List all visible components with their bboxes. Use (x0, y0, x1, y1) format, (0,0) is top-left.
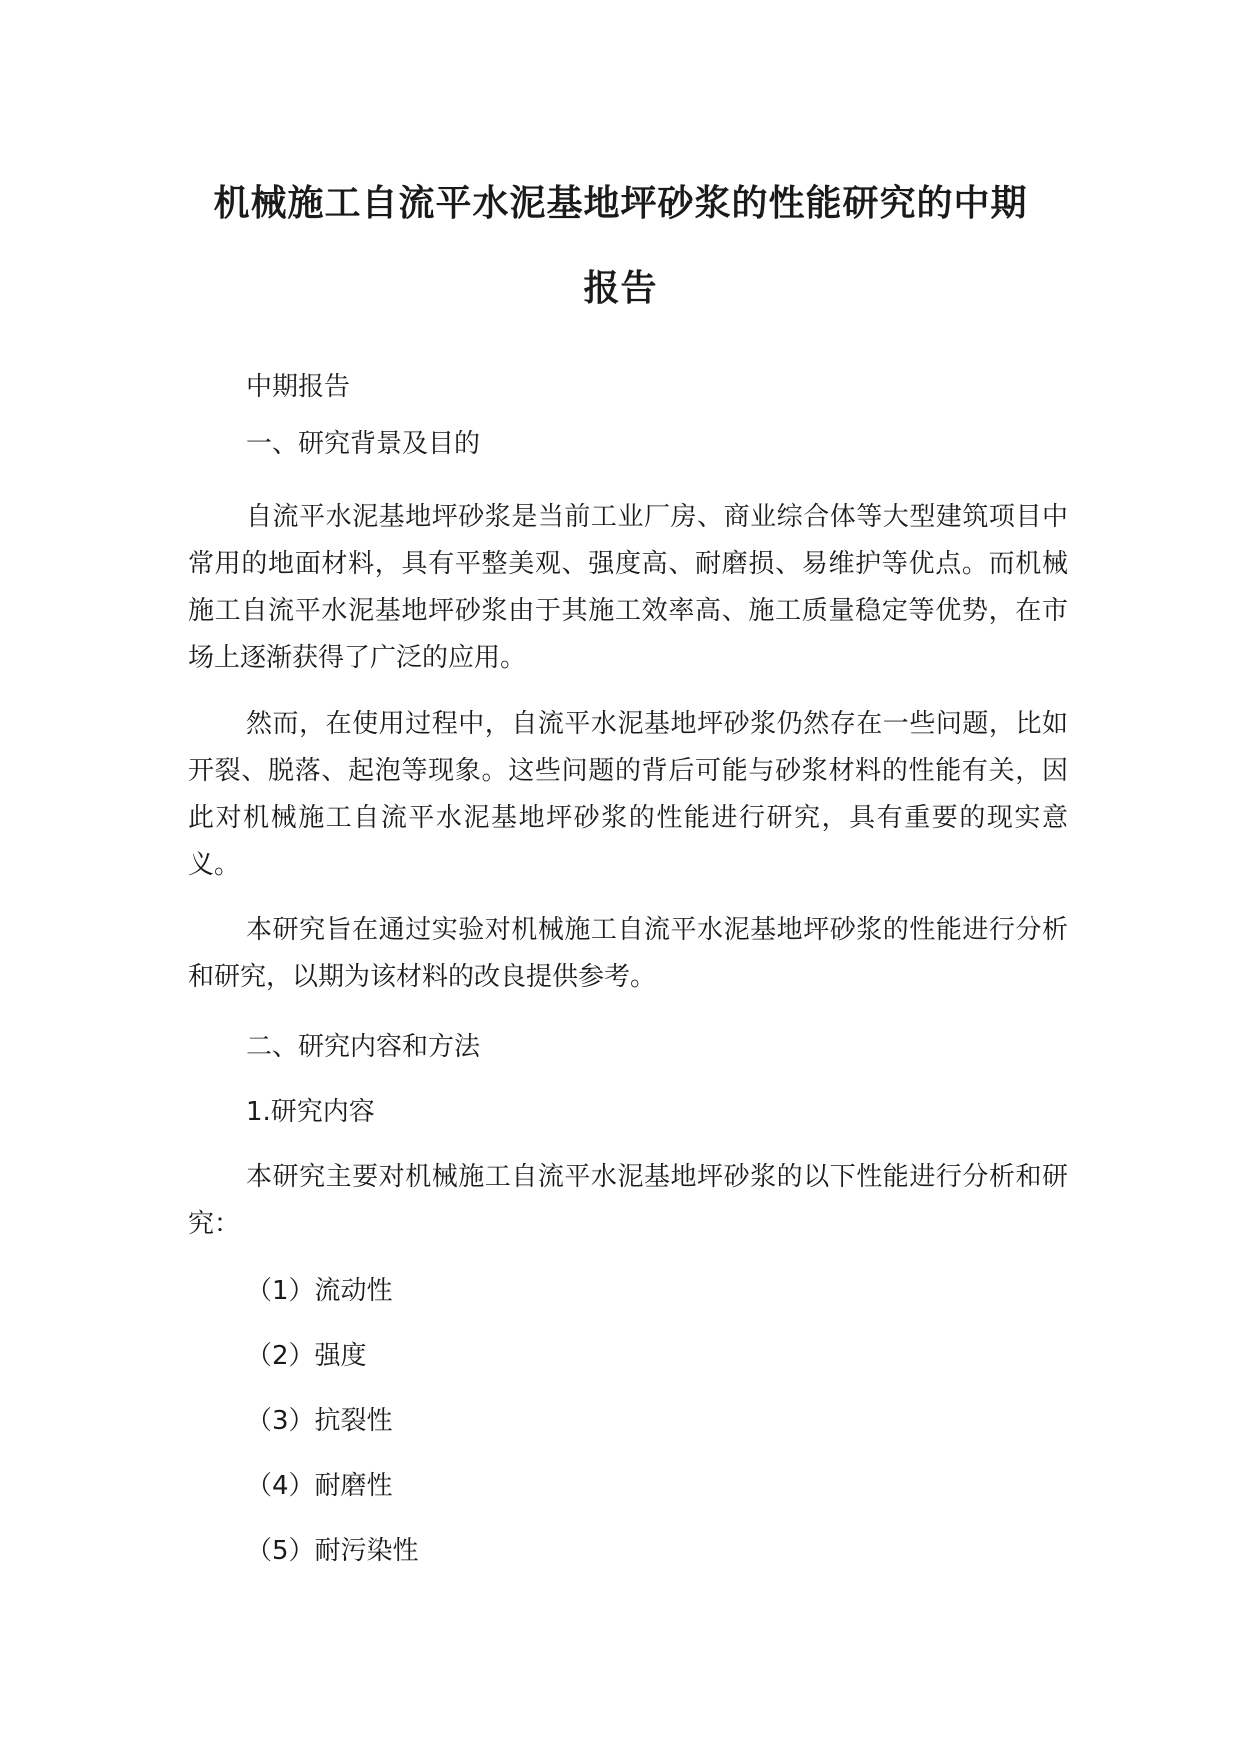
document-title-line2: 报告 (583, 268, 658, 309)
subsection1-heading: 1.研究内容 (246, 1097, 375, 1127)
list-item: （2）强度 (246, 1341, 367, 1371)
report-label: 中期报告 (246, 372, 351, 402)
document-title-line1: 机械施工自流平水泥基地坪砂浆的性能研究的中期 (213, 183, 1028, 224)
list-item: （3）抗裂性 (246, 1406, 393, 1436)
section2-heading: 二、研究内容和方法 (246, 1032, 481, 1062)
paragraph-research-content: 本研究主要对机械施工自流平水泥基地坪砂浆的以下性能进行分析和研究： (188, 1162, 1068, 1239)
paragraph-background-2: 然而，在使用过程中，自流平水泥基地坪砂浆仍然存在一些问题，比如开裂、脱落、起泡等现象。这些问题的背后可能与砂浆材料的性能有关，因此对机械施工自流平水泥基地坪砂浆的性能进行研究，具有重要的现实意义。 (188, 709, 1068, 880)
list-item: （5）耐污染性 (246, 1536, 419, 1566)
paragraph-objective: 本研究旨在通过实验对机械施工自流平水泥基地坪砂浆的性能进行分析和研究，以期为该材料的改良提供参考。 (188, 915, 1068, 992)
list-item: （4）耐磨性 (246, 1471, 393, 1501)
paragraph-background-1: 自流平水泥基地坪砂浆是当前工业厂房、商业综合体等大型建筑项目中常用的地面材料，具有平整美观、强度高、耐磨损、易维护等优点。而机械施工自流平水泥基地坪砂浆由于其施工效率高、施工质量稳定等优势，在市场上逐渐获得了广泛的应用。 (188, 502, 1068, 673)
section1-heading: 一、研究背景及目的 (246, 429, 481, 459)
list-item: （1）流动性 (246, 1276, 393, 1306)
